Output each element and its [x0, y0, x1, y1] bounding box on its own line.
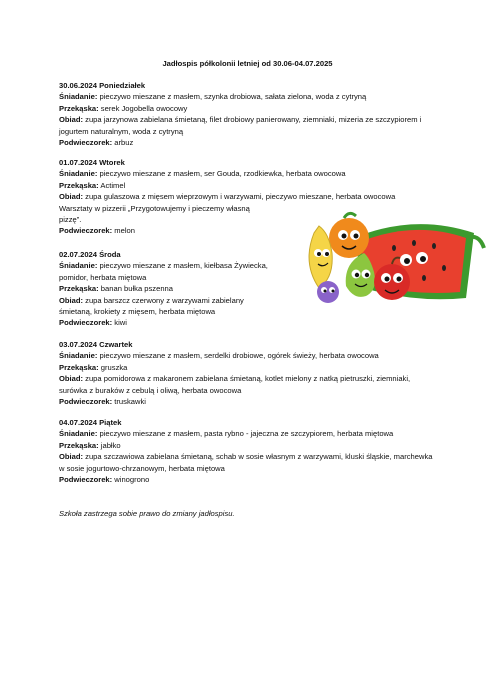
breakfast-label: Śniadanie:	[59, 351, 98, 361]
afternoon-line	[59, 474, 437, 485]
lunch-line	[59, 373, 437, 396]
breakfast-text: pieczywo mieszane z masłem, pasta rybno - jajeczna ze szczypiorem, herbata miętowa	[97, 429, 394, 439]
snack-text: serek Jogobella owocowy	[98, 103, 188, 113]
afternoon-line	[59, 137, 437, 148]
lunch-text: zupa barszcz czerwony z warzywami zabielany	[83, 295, 244, 305]
snack-label: Przekąska:	[59, 284, 99, 294]
day-date: 03.07.2024 Czwartek	[59, 340, 133, 349]
workshop-line-2: pizzę”.	[59, 215, 82, 225]
lunch-label: Obiad:	[59, 452, 84, 462]
breakfast-label: Śniadanie:	[59, 429, 98, 439]
afternoon-line	[59, 317, 437, 328]
snack-line	[59, 440, 437, 451]
lunch-line	[59, 114, 437, 137]
afternoon-label: Podwieczorek:	[59, 138, 113, 148]
lunch-text: zupa gulaszowa z mięsem wieprzowym i warzywami, pieczywo mieszane, herbata owocowa	[83, 192, 396, 202]
breakfast-label: Śniadanie:	[59, 261, 98, 271]
disclaimer-note: Szkoła zastrzega sobie prawo do zmiany jadłospisu.	[59, 509, 235, 518]
page-title: Jadłospis półkolonii letniej od 30.06-04.07.2025	[162, 59, 333, 68]
day-monday	[59, 80, 437, 148]
workshop-line: Warsztaty w pizzerii „Przygotowujemy i pieczemy własną	[59, 203, 250, 213]
snack-line	[59, 180, 437, 191]
snack-label: Przekąska:	[59, 103, 99, 113]
snack-text: gruszka	[98, 362, 128, 372]
afternoon-text: kiwi	[112, 318, 127, 328]
snack-label: Przekąska:	[59, 440, 99, 450]
day-date: 04.07.2024 Piątek	[59, 418, 122, 427]
breakfast-text: pieczywo mieszane z masłem, serdelki drobiowe, ogórek świeży, herbata owocowa	[97, 351, 379, 361]
snack-line	[59, 103, 437, 114]
snack-text: Actimel	[98, 180, 126, 190]
breakfast-line-2: pomidor, herbata miętowa	[59, 272, 147, 282]
day-date: 02.07.2024 Środa	[59, 250, 121, 259]
afternoon-text: arbuz	[112, 138, 134, 148]
snack-text: banan bułka pszenna	[98, 284, 173, 294]
fruit-characters-illustration	[294, 208, 489, 308]
breakfast-text: pieczywo mieszane z masłem, szynka drobiowa, sałata zielona, woda z cytryną	[97, 92, 367, 102]
breakfast-label: Śniadanie:	[59, 169, 98, 179]
day-friday	[59, 417, 437, 485]
lunch-label: Obiad:	[59, 295, 84, 305]
lunch-label: Obiad:	[59, 374, 84, 384]
breakfast-line	[59, 428, 437, 439]
breakfast-text: pieczywo mieszane z masłem, kiełbasa Żywiecka,	[97, 261, 268, 271]
snack-label: Przekąska:	[59, 362, 99, 372]
lunch-text: zupa szczawiowa zabielana śmietaną, schab w sosie własnym z warzywami, kluski śląskie, marchewka w sosie jogurtowo-chrzanowym, herbata miętowa	[59, 452, 433, 473]
day-date: 01.07.2024 Wtorek	[59, 158, 125, 167]
afternoon-text: truskawki	[112, 397, 146, 407]
afternoon-text: winogrono	[112, 475, 150, 485]
afternoon-line	[59, 396, 437, 407]
breakfast-line	[59, 168, 437, 179]
banana-icon	[309, 226, 332, 288]
lunch-text: zupa pomidorowa z makaronem zabielana śmietaną, kotlet mielony z natką pietruszki, ziemniaki, surówka z buraków z cebulą i oliwą, herbata owocowa	[59, 374, 411, 395]
afternoon-label: Podwieczorek:	[59, 475, 113, 485]
snack-text: jabłko	[98, 440, 121, 450]
breakfast-line	[59, 350, 437, 361]
afternoon-label: Podwieczorek:	[59, 318, 113, 328]
breakfast-line	[59, 91, 437, 102]
lunch-text: zupa jarzynowa zabielana śmietaną, filet drobiowy panierowany, ziemniaki, mizeria ze szczypiorem i jogurtem naturalnym, woda z cytryną	[59, 115, 422, 136]
afternoon-label: Podwieczorek:	[59, 226, 113, 236]
plum-icon	[317, 281, 339, 303]
day-date: 30.06.2024 Poniedziałek	[59, 81, 146, 90]
lunch-label: Obiad:	[59, 192, 84, 202]
breakfast-text: pieczywo mieszane z masłem, ser Gouda, rzodkiewka, herbata owocowa	[97, 169, 346, 179]
snack-label: Przekąska:	[59, 180, 99, 190]
orange-icon	[329, 213, 369, 258]
snack-line	[59, 362, 437, 373]
lunch-line-2: śmietaną, krokiety z mięsem, herbata miętowa	[59, 307, 216, 317]
lunch-line	[59, 451, 437, 474]
lunch-line	[59, 191, 437, 202]
lunch-label: Obiad:	[59, 115, 84, 125]
afternoon-label: Podwieczorek:	[59, 397, 113, 407]
day-thursday	[59, 339, 437, 407]
breakfast-label: Śniadanie:	[59, 92, 98, 102]
afternoon-text: melon	[112, 226, 135, 236]
